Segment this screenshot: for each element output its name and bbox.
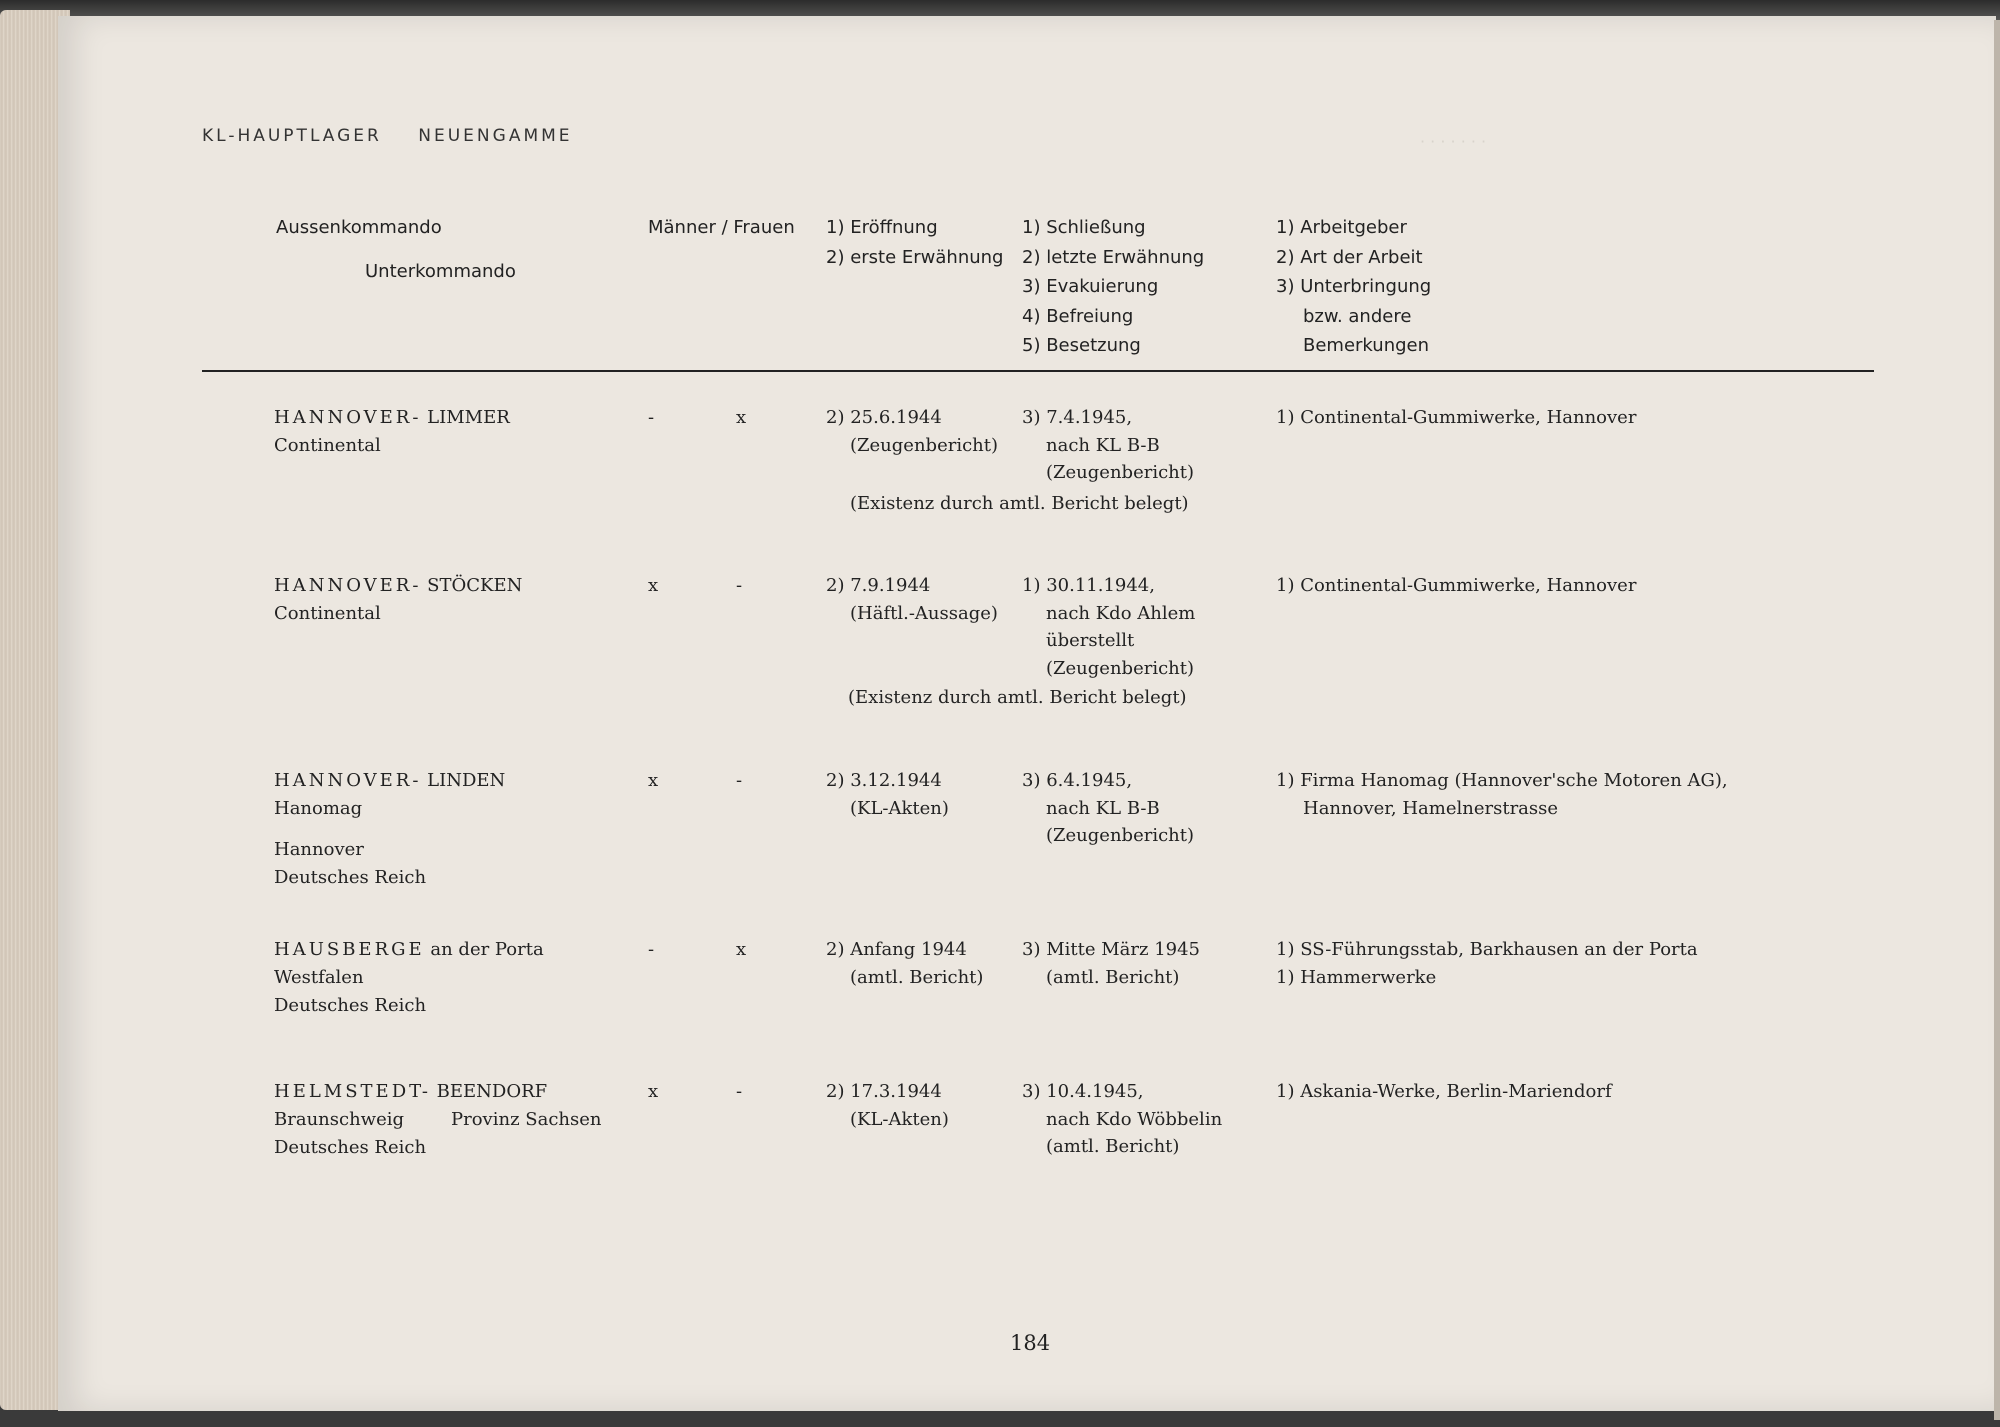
frauen-mark: x bbox=[736, 407, 747, 428]
existence-note: (Existenz durch amtl. Bericht belegt) bbox=[848, 687, 1187, 708]
header-col3-line: 1) Eröffnung bbox=[826, 217, 938, 238]
header-col5-line: 2) Art der Arbeit bbox=[1276, 246, 1423, 268]
kommando-name bbox=[274, 404, 510, 432]
header-col4-line: 5) Besetzung bbox=[1022, 335, 1141, 356]
facing-page-edge bbox=[1994, 20, 2000, 1420]
frauen-mark: - bbox=[736, 1081, 743, 1102]
header-col5 bbox=[1276, 213, 1431, 361]
opening-info bbox=[826, 572, 998, 627]
opening-line: 2) 7.9.1944 bbox=[826, 575, 931, 596]
opening-line: 2) 17.3.1944 bbox=[826, 1081, 942, 1102]
frauen-mark: - bbox=[736, 770, 743, 791]
kommando-name-spaced: HAUSBERGE bbox=[274, 939, 425, 960]
opening-line: (Häftl.-Aussage) bbox=[850, 602, 998, 624]
frauen-mark: x bbox=[736, 939, 747, 960]
header-rule bbox=[202, 370, 1874, 372]
unterkommando: Continental bbox=[274, 435, 381, 456]
province: Provinz Sachsen bbox=[451, 1109, 602, 1130]
employer-line: 1) Firma Hanomag (Hannover'sche Motoren AG), bbox=[1276, 770, 1728, 791]
header-col4-line: 2) letzte Erwähnung bbox=[1022, 246, 1205, 268]
kommando-name-spaced: HANNOVER- bbox=[274, 770, 422, 791]
kommando-name-rest: an der Porta bbox=[430, 939, 544, 960]
header-col4 bbox=[1022, 213, 1204, 361]
closing-line: nach Kdo Ahlem bbox=[1046, 602, 1196, 624]
closing-info bbox=[1022, 767, 1194, 850]
header-col5-line: 1) Arbeitgeber bbox=[1276, 217, 1407, 238]
employer-line: 1) Hammerwerke bbox=[1276, 966, 1437, 988]
employer-info bbox=[1276, 936, 1698, 991]
header-col4-line: 4) Befreiung bbox=[1022, 305, 1134, 327]
running-head-part2: NEUENGAMME bbox=[418, 126, 573, 146]
country: Deutsches Reich bbox=[274, 867, 427, 888]
closing-line: (amtl. Bericht) bbox=[1046, 966, 1180, 988]
opening-info bbox=[826, 404, 998, 459]
header-col5-line: Bemerkungen bbox=[1303, 335, 1430, 356]
country: Deutsches Reich bbox=[274, 995, 427, 1016]
unterkommando: Hanomag bbox=[274, 798, 363, 819]
closing-line: 1) 30.11.1944, bbox=[1022, 575, 1155, 596]
running-head bbox=[202, 126, 601, 146]
running-head-part1: KL-HAUPTLAGER bbox=[202, 126, 382, 146]
opening-line: (Zeugenbericht) bbox=[850, 434, 999, 456]
maenner-mark: x bbox=[648, 575, 659, 596]
closing-line: 3) 7.4.1945, bbox=[1022, 407, 1133, 428]
closing-info bbox=[1022, 936, 1200, 991]
header-col1-line2: Unterkommando bbox=[365, 261, 516, 282]
region: Hannover bbox=[274, 839, 364, 860]
opening-info bbox=[826, 936, 983, 991]
opening-line: (KL-Akten) bbox=[850, 797, 949, 819]
closing-line: 3) Mitte März 1945 bbox=[1022, 939, 1201, 960]
page-number: 184 bbox=[1010, 1331, 1051, 1355]
header-col4-line: 1) Schließung bbox=[1022, 217, 1146, 238]
country: Deutsches Reich bbox=[274, 1137, 427, 1158]
kommando-name bbox=[274, 572, 522, 600]
closing-line: nach Kdo Wöbbelin bbox=[1046, 1108, 1223, 1130]
header-col4-line: 3) Evakuierung bbox=[1022, 276, 1159, 297]
employer-info: 1) Continental-Gummiwerke, Hannover bbox=[1276, 575, 1637, 596]
kommando-name-rest: LINDEN bbox=[427, 770, 506, 791]
closing-line: 3) 10.4.1945, bbox=[1022, 1081, 1144, 1102]
employer-line: Hannover, Hamelnerstrasse bbox=[1303, 797, 1559, 819]
header-col1-line1: Aussenkommando bbox=[276, 217, 442, 238]
kommando-name-rest: LIMMER bbox=[427, 407, 510, 428]
existence-note: (Existenz durch amtl. Bericht belegt) bbox=[850, 493, 1189, 514]
opening-info bbox=[826, 767, 949, 822]
opening-line: (KL-Akten) bbox=[850, 1108, 949, 1130]
closing-line: (Zeugenbericht) bbox=[1046, 825, 1195, 846]
closing-info bbox=[1022, 572, 1195, 682]
closing-line: (Zeugenbericht) bbox=[1046, 657, 1195, 679]
closing-info bbox=[1022, 1078, 1222, 1161]
closing-line: 3) 6.4.1945, bbox=[1022, 770, 1133, 791]
kommando-name-rest: BEENDORF bbox=[436, 1081, 548, 1102]
header-col2: Männer / Frauen bbox=[648, 217, 795, 238]
employer-info bbox=[1276, 767, 1728, 822]
frauen-mark: - bbox=[736, 575, 743, 596]
header-col5-line: bzw. andere bbox=[1303, 305, 1412, 327]
kommando-name-rest: STÖCKEN bbox=[427, 575, 523, 596]
closing-info bbox=[1022, 404, 1194, 487]
bleed-through-text: · · · · · · · bbox=[1420, 132, 1487, 151]
region: Braunschweig bbox=[274, 1109, 404, 1130]
opening-info bbox=[826, 1078, 949, 1133]
header-col3-line: 2) erste Erwähnung bbox=[826, 246, 1004, 268]
closing-line: (amtl. Bericht) bbox=[1046, 1136, 1180, 1157]
kommando-name bbox=[274, 1078, 547, 1106]
header-col3 bbox=[826, 213, 1004, 272]
opening-line: 2) 3.12.1944 bbox=[826, 770, 942, 791]
kommando-name bbox=[274, 936, 544, 964]
closing-line: nach KL B-B bbox=[1046, 797, 1160, 819]
closing-line: nach KL B-B bbox=[1046, 434, 1160, 456]
maenner-mark: - bbox=[648, 939, 655, 960]
employer-line: 1) SS-Führungsstab, Barkhausen an der Porta bbox=[1276, 939, 1698, 960]
employer-info: 1) Continental-Gummiwerke, Hannover bbox=[1276, 407, 1637, 428]
maenner-mark: x bbox=[648, 1081, 659, 1102]
unterkommando: Westfalen bbox=[274, 967, 364, 988]
unterkommando: Continental bbox=[274, 603, 381, 624]
closing-line: (Zeugenbericht) bbox=[1046, 462, 1195, 483]
employer-info: 1) Askania-Werke, Berlin-Mariendorf bbox=[1276, 1081, 1612, 1102]
maenner-mark: - bbox=[648, 407, 655, 428]
kommando-name-spaced: HANNOVER- bbox=[274, 575, 422, 596]
kommando-name-spaced: HANNOVER- bbox=[274, 407, 422, 428]
opening-line: 2) 25.6.1944 bbox=[826, 407, 942, 428]
maenner-mark: x bbox=[648, 770, 659, 791]
closing-line: überstellt bbox=[1046, 630, 1135, 651]
kommando-name bbox=[274, 767, 505, 795]
opening-line: (amtl. Bericht) bbox=[850, 966, 984, 988]
opening-line: 2) Anfang 1944 bbox=[826, 939, 967, 960]
header-col5-line: 3) Unterbringung bbox=[1276, 276, 1432, 297]
kommando-name-spaced: HELMSTEDT- bbox=[274, 1081, 431, 1102]
